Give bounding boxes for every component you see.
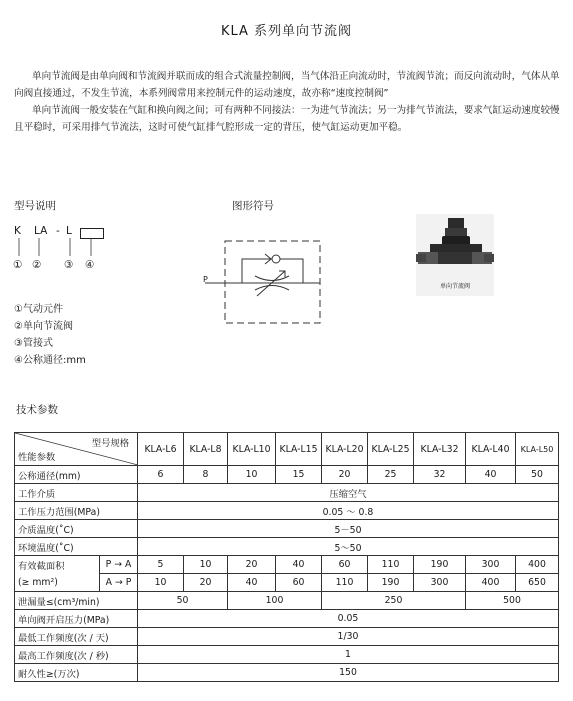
model-heading: 型号说明 [14,200,56,212]
table-row [15,520,559,538]
table-row [15,502,559,520]
model-header-cell: KLA-L50 [516,433,559,466]
model-part-la: LA [34,225,48,237]
table-row [15,628,559,646]
model-header-cell: KLA-L15 [276,433,322,466]
table-cell: 32 [414,466,466,484]
row-label: 公称通径(mm) [15,466,138,484]
model-number-2: ② [32,259,42,271]
model-header-cell: KLA-L25 [368,433,414,466]
table-cell: 5～50 [138,538,559,556]
row-label: (≥ mm²) [15,574,100,592]
table-cell: 400 [516,556,559,574]
row-label: 最低工作频度(次 / 天) [15,628,138,646]
row-label: 环境温度(˚C) [15,538,138,556]
table-cell: 190 [414,556,466,574]
model-part-l: L [66,225,72,237]
table-cell: 300 [414,574,466,592]
table-cell: 40 [228,574,276,592]
table-cell: 15 [276,466,322,484]
spec-table [14,432,559,682]
row-label: 介质温度(˚C) [15,520,138,538]
table-cell: 150 [138,664,559,682]
page-title: KLA 系列单向节流阀 [220,24,353,39]
model-header-cell: KLA-L20 [322,433,368,466]
row-label: 泄漏量≤(cm³/min) [15,592,138,610]
symbol-port-label: P [203,275,208,284]
table-cell: 400 [466,574,516,592]
model-number-4: ④ [85,259,95,271]
table-cell: 300 [466,556,516,574]
header-spec-label: 型号规格 [91,438,129,449]
model-header-cell: KLA-L32 [414,433,466,466]
row-label: 单向阀开启压力(MPa) [15,610,138,628]
table-row [15,646,559,664]
intro-paragraph-1: 单向节流阀是由单向阀和节流阀并联而成的组合式流量控制阀，当气体沿正向流动时，节流阀节流；而反向流动时，气体从单向阀直接通过，不发生节流，本系列阀常用来控制元件的运动速度，故亦称“速度控制阀” [14,71,560,99]
table-cell: 500 [466,592,559,610]
table-cell: 0.05 ～ 0.8 [138,502,559,520]
table-cell: 20 [228,556,276,574]
table-cell: 10 [138,574,184,592]
legend-item: ②单向节流阀 [14,321,73,332]
table-row [15,592,559,610]
table-header-row [15,433,559,466]
table-cell: 40 [466,466,516,484]
table-row [15,484,559,502]
model-dash: - [56,225,60,237]
table-cell: 50 [138,592,228,610]
symbol-heading: 图形符号 [232,200,274,212]
direction-cell: P → A [100,556,138,574]
table-row [15,538,559,556]
table-cell: 110 [322,574,368,592]
table-cell: 压缩空气 [138,484,559,502]
valve-photo-label: 单向节流阀 [440,283,471,290]
table-cell: 110 [368,556,414,574]
model-header-cell: KLA-L10 [228,433,276,466]
table-cell: 40 [276,556,322,574]
table-cell: 60 [322,556,368,574]
model-connector-lines [10,236,110,258]
legend-item: ④公称通径:mm [14,355,86,366]
legend-item: ③管接式 [14,338,53,349]
table-row [15,664,559,682]
table-cell: 8 [184,466,228,484]
row-label: 最高工作频度(次 / 秒) [15,646,138,664]
table-row [15,574,559,592]
table-cell: 1 [138,646,559,664]
table-cell: 60 [276,574,322,592]
table-cell: 25 [368,466,414,484]
row-label: 有效截面积 [15,556,100,574]
header-param-label: 性能参数 [18,452,56,463]
table-row [15,466,559,484]
table-cell: 20 [322,466,368,484]
model-header-cell: KLA-L8 [184,433,228,466]
header-corner-cell [15,433,138,466]
table-cell: 50 [516,466,559,484]
intro-paragraph-2: 单向节流阀一般安装在气缸和换向阀之间；可有两种不同接法：一为进气节流法；另一为排气节流法，要求气缸运动速度较慢且平稳时，可采用排气节流法，这时可使气缸排气腔形成一定的背压，使气缸运动更加平稳。 [14,105,560,133]
table-cell: 650 [516,574,559,592]
table-cell: 0.05 [138,610,559,628]
table-row [15,610,559,628]
table-cell: 1/30 [138,628,559,646]
row-label: 工作介质 [15,484,138,502]
table-cell: 20 [184,574,228,592]
row-label: 工作压力范围(MPa) [15,502,138,520]
table-cell: 5 [138,556,184,574]
model-part-k: K [14,225,21,237]
throttle-check-valve-symbol [205,233,325,328]
table-cell: 10 [228,466,276,484]
tech-heading: 技术参数 [16,404,58,416]
model-number-1: ① [13,259,23,271]
table-cell: 250 [322,592,466,610]
row-label: 耐久性≥(万次) [15,664,138,682]
table-cell: 10 [184,556,228,574]
model-header-cell: KLA-L6 [138,433,184,466]
table-row [15,556,559,574]
model-number-3: ③ [64,259,74,271]
table-cell: 6 [138,466,184,484]
table-cell: 190 [368,574,414,592]
table-cell: 5－50 [138,520,559,538]
table-cell: 100 [228,592,322,610]
direction-cell: A → P [100,574,138,592]
model-header-cell: KLA-L40 [466,433,516,466]
legend-item: ①气动元件 [14,304,63,315]
